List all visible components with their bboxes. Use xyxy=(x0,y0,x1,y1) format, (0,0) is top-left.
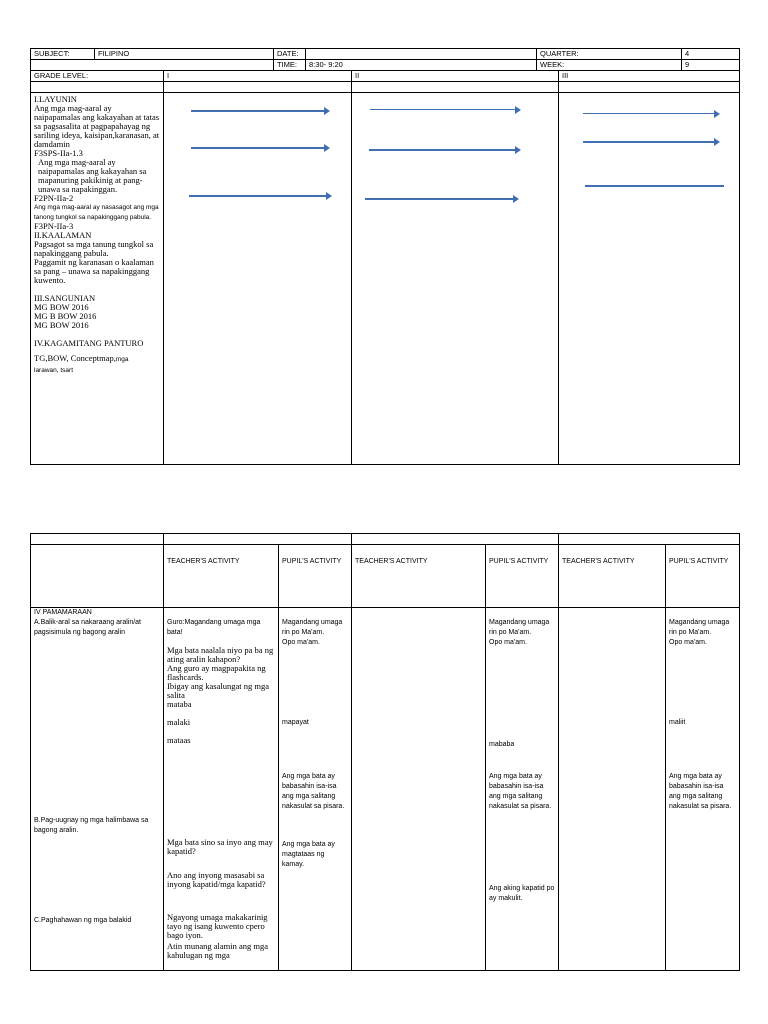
teacher-question-2: Ano ang inyong masasabi sa inyong kapatid/mga kapatid? xyxy=(167,870,266,889)
arrow-right-icon xyxy=(191,147,330,149)
kaalaman-1: Pagsagot sa mga tanung tungkol sa napakinggang pabula. xyxy=(34,239,154,258)
blank-cell xyxy=(31,82,164,93)
quarter-value: 4 xyxy=(682,49,740,60)
pamamaraan-title: IV PAMAMARAAN xyxy=(34,609,92,616)
sanggunian-title: III.SANGUNIAN xyxy=(34,293,96,303)
teacher-greeting: Guro:Magandang umaga mga bata! xyxy=(167,619,261,636)
date-label: DATE: xyxy=(274,49,306,60)
blank-cell xyxy=(559,82,740,93)
pupil-answer: maliit xyxy=(669,719,686,726)
objectives-table xyxy=(30,70,740,465)
pupil-reading: Ang mga bata ay babasahin isa-isa ang mga salitang nakasulat sa pisara. xyxy=(669,773,732,810)
kagamitan-sans-1: mga xyxy=(115,356,129,363)
pupil-yes: Opo ma'am. xyxy=(489,639,527,646)
objective-3: Ang mga mag-aaral ay nasasagot ang mga tanong tungkol sa napakinggang pabula. xyxy=(34,204,159,221)
week-value: 9 xyxy=(682,60,740,71)
pag-uugnay-label: B.Pag-uugnay ng mga halimbawa sa bagong aralin. xyxy=(34,817,149,834)
teacher-flashcards: Ang guro ay magpapakita ng flashcards. xyxy=(167,663,266,682)
teacher-story-1: Ngayong umaga makakarinig tayo ng isang kuwento cpero bago iyon. xyxy=(167,912,268,940)
word-malaki: malaki xyxy=(167,717,191,727)
kagamitan-serif: TG,BOW, Conceptmap, xyxy=(34,353,116,363)
lesson-header-table xyxy=(30,48,740,71)
sanggunian-2: MG B BOW 2016 xyxy=(34,311,97,321)
kaalaman-2: Paggamit ng karanasan o kaalaman sa pang – unawa sa napakinggang kuwento. xyxy=(34,257,154,285)
pupil-activity-header-3: PUPIL'S ACTIVITY xyxy=(666,545,740,608)
time-value: 8:30- 9:20 xyxy=(306,60,537,71)
objective-3-code: F3PN-IIa-3 xyxy=(34,221,74,231)
grade-3: III xyxy=(559,71,740,82)
balik-aral-label: A.Balik-aral sa nakaraang aralin/at pagsisimula ng bagong aralin xyxy=(34,619,142,636)
pupil-activity-header-1: PUPIL'S ACTIVITY xyxy=(279,545,352,608)
pupil-activity-2-cell xyxy=(486,608,559,971)
objective-2-code: F2PN-IIa-2 xyxy=(34,193,74,203)
kaalaman-title: II.KAALAMAN xyxy=(34,230,92,240)
teacher-recall: Mga bata naalala niyo pa ba ng ating aralin kahapon? xyxy=(167,645,274,664)
teacher-activity-header-3: TEACHER'S ACTIVITY xyxy=(559,545,666,608)
pupil-reading: Ang mga bata ay babasahin isa-isa ang mga salitang nakasulat sa pisara. xyxy=(282,773,345,810)
arrow-right-icon xyxy=(370,109,521,110)
pupil-greeting: Magandang umaga rin po Ma'am. xyxy=(282,619,343,636)
teacher-activity-3-cell xyxy=(559,608,666,971)
week-label: WEEK: xyxy=(537,60,682,71)
kagamitan-title: IV.KAGAMITANG PANTURO xyxy=(34,338,144,348)
pupil-activity-header-2: PUPIL'S ACTIVITY xyxy=(486,545,559,608)
date-value xyxy=(306,49,537,60)
objective-1: Ang mga mag-aaral ay naipapamalas ang kakayahan at tatas sa pagsasalita at pagpapahayag ng sariling ideya, kaisipan,karanasan, at damdamin xyxy=(34,103,160,149)
blank-cell xyxy=(352,534,559,545)
arrow-right-icon xyxy=(365,198,519,200)
subject-value: FILIPINO xyxy=(95,49,274,60)
blank-cell xyxy=(31,534,164,545)
blank-cell xyxy=(352,82,559,93)
blank-cell xyxy=(31,60,274,71)
pupil-activity-3-cell xyxy=(666,608,740,971)
grade-1: I xyxy=(164,71,352,82)
grade-3-objectives-cell xyxy=(559,93,740,465)
pupil-answer: mapayat xyxy=(282,719,309,726)
blank-cell xyxy=(164,534,352,545)
objective-2: Ang mga mag-aaral ay naipapamalas ang kakayahan sa mapanuring pakikinig at pang-unawa sa napakinggan. xyxy=(38,157,147,194)
grade-2: II xyxy=(352,71,559,82)
sanggunian-1: MG BOW 2016 xyxy=(34,302,89,312)
grade-level-label: GRADE LEVEL: xyxy=(31,71,164,82)
objectives-cell xyxy=(31,93,164,465)
teacher-activity-2-cell xyxy=(352,608,486,971)
arrow-right-icon xyxy=(369,149,521,151)
procedure-table xyxy=(30,533,740,971)
pupil-activity-1-cell xyxy=(279,608,352,971)
pupil-reading: Ang mga bata ay babasahin isa-isa ang mga salitang nakasulat sa pisara. xyxy=(489,773,552,810)
blank-cell xyxy=(31,545,164,608)
arrow-right-icon xyxy=(583,113,720,114)
time-label: TIME: xyxy=(274,60,306,71)
pupil-yes: Opo ma'am. xyxy=(669,639,707,646)
subject-label: SUBJECT: xyxy=(31,49,95,60)
arrow-right-icon xyxy=(583,141,720,143)
blank-cell xyxy=(559,534,740,545)
quarter-label: QUARTER: xyxy=(537,49,682,60)
blank-cell xyxy=(164,82,352,93)
pupil-yes: Opo ma'am. xyxy=(282,639,320,646)
teacher-activity-header-2: TEACHER'S ACTIVITY xyxy=(352,545,486,608)
teacher-story-2: Atin munang alamin ang mga kahulugan ng mga xyxy=(167,941,269,960)
word-mataas: mataas xyxy=(167,735,191,745)
kagamitan-sans-2: larawan, tsart xyxy=(34,367,74,374)
objective-1-code: F3SPS-IIa-1.3 xyxy=(34,148,83,158)
arrow-right-icon xyxy=(191,110,330,112)
teacher-activity-header-1: TEACHER'S ACTIVITY xyxy=(164,545,279,608)
pupil-greeting: Magandang umaga rin po Ma'am. xyxy=(489,619,550,636)
line-icon xyxy=(585,185,724,187)
pupil-greeting: Magandang umaga rin po Ma'am. xyxy=(669,619,730,636)
procedure-labels-cell xyxy=(31,608,164,971)
teacher-question-1: Mga bata sino sa inyo ang may kapatid? xyxy=(167,837,273,856)
pupil-raise-hand: Ang mga bata ay magtataas ng kamay. xyxy=(282,841,335,868)
pupil-answer: mababa xyxy=(489,741,515,748)
sanggunian-3: MG BOW 2016 xyxy=(34,320,89,330)
word-mataba: mataba xyxy=(167,699,192,709)
paghahawan-label: C.Paghahawan ng mga balakid xyxy=(34,917,132,924)
pupil-sibling-answer: Ang aking kapatid po ay makulit. xyxy=(489,885,555,902)
teacher-opposite: Ibigay ang kasalungat ng mga salita xyxy=(167,681,269,700)
teacher-activity-1-cell xyxy=(164,608,279,971)
layunin-title: I.LAYUNIN xyxy=(34,94,77,104)
arrow-right-icon xyxy=(189,195,332,197)
